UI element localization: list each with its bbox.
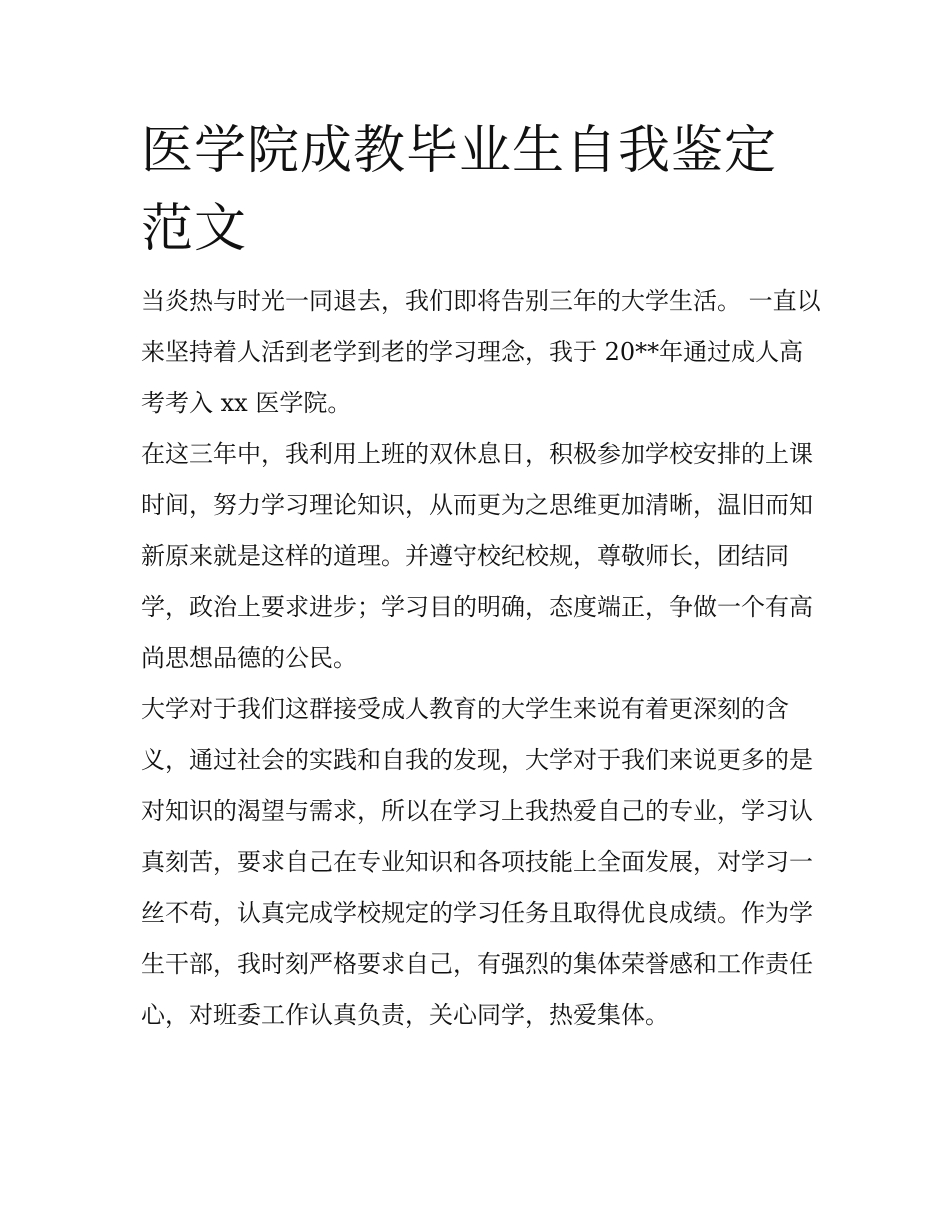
paragraph-3: 大学对于我们这群接受成人教育的大学生来说有着更深刻的含义，通过社会的实践和自我的发现，大学对于我们来说更多的是对知识的渴望与需求，所以在学习上我热爱自己的专业，学习认真刻苦，要求自己在专业知识和各项技能上全面发展，对学习一丝不苟，认真完成学校规定的学习任务且取得优良成绩。作为学生干部，我时刻严格要求自己，有强烈的集体荣誉感和工作责任心，对班委工作认真负责，关心同学，热爱集体。: [141, 695, 813, 1029]
paragraph-1: 当炎热与时光一同退去，我们即将告别三年的大学生活。 一直以来坚持着人活到老学到老的学习理念，我于 20**年通过成人高考考入 xx 医学院。: [141, 287, 821, 417]
document-body: [141, 276, 821, 1041]
paragraph-2: 在这三年中，我利用上班的双休息日，积极参加学校安排的上课时间，努力学习理论知识，从而更为之思维更加清晰，温旧而知新原来就是这样的道理。并遵守校纪校规，尊敬师长，团结同学，政治上要求进步；学习目的明确，态度端正，争做一个有高尚思想品德的公民。: [141, 440, 813, 672]
document-title: 医学院成教毕业生自我鉴定范文: [141, 121, 778, 259]
